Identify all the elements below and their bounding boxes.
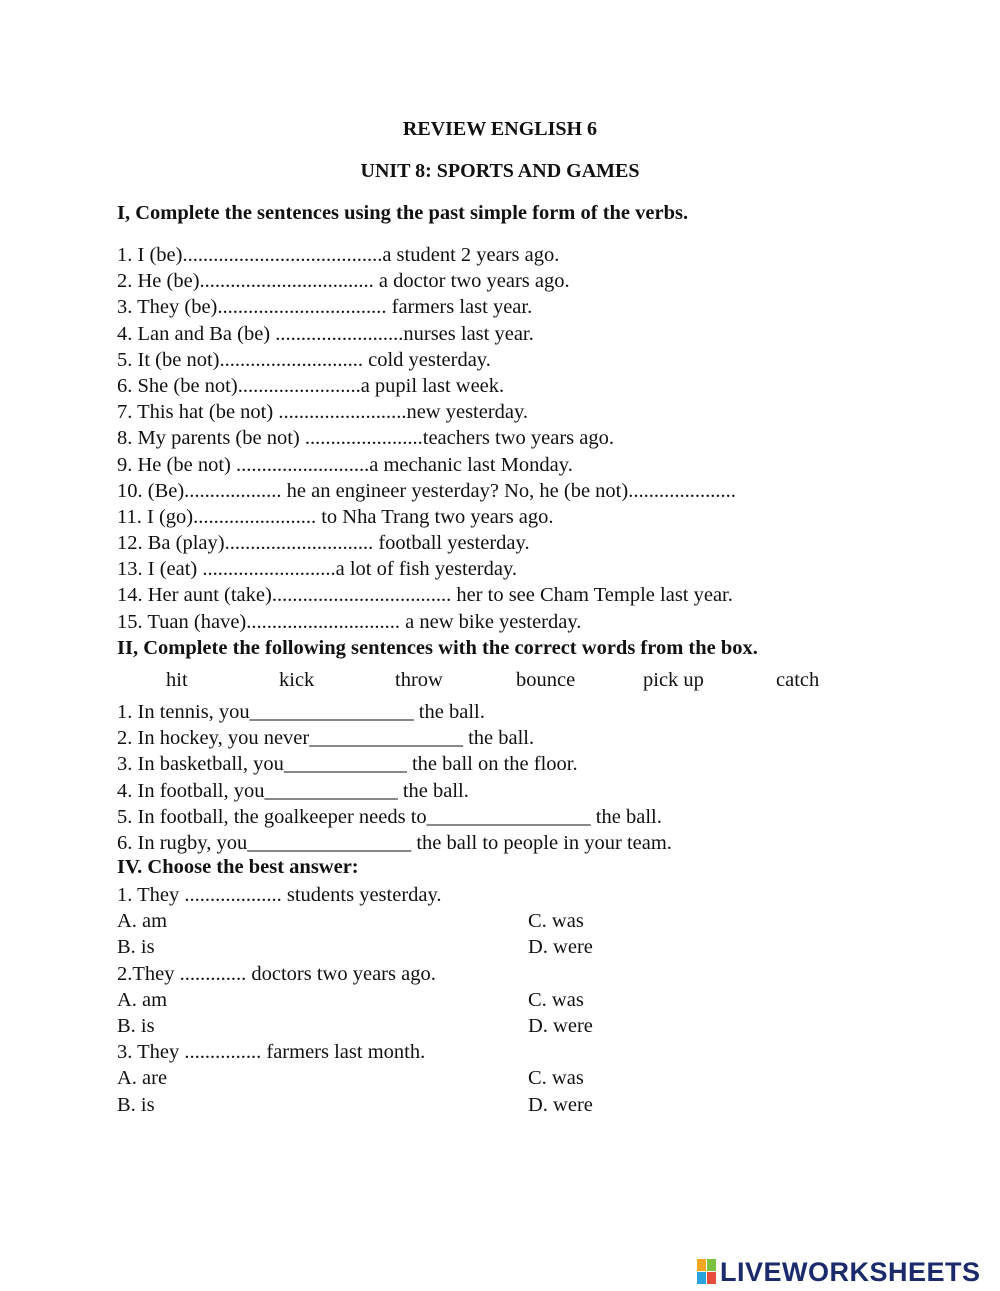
option-row — [117, 1013, 817, 1039]
option-row — [117, 987, 817, 1013]
exercise-item: 9. He (be not) ..........................a mechanic last Monday. — [117, 453, 573, 476]
answer-option: B. is — [117, 1014, 155, 1037]
section-2-heading: II, Complete the following sentences with the correct words from the box. — [117, 637, 758, 659]
answer-option: B. is — [117, 1093, 155, 1116]
word-box-item: hit — [166, 669, 188, 691]
exercise-item: 10. (Be)................... he an engineer yesterday? No, he (be not)..................... — [117, 479, 736, 502]
exercise-item: 12. Ba (play)............................. football yesterday. — [117, 532, 530, 555]
word-box-item: pick up — [643, 669, 704, 691]
section-1-heading: I, Complete the sentences using the past simple form of the verbs. — [117, 202, 689, 224]
option-row — [117, 934, 817, 960]
exercise-item: 13. I (eat) ..........................a lot of fish yesterday. — [117, 558, 518, 581]
word-box — [117, 667, 897, 693]
question-text: 3. They ............... farmers last month. — [117, 1041, 426, 1064]
exercise-item: 6. She (be not)........................a pupil last week. — [117, 374, 505, 397]
answer-option: A. are — [117, 1067, 168, 1090]
exercise-item: 5. In football, the goalkeeper needs to________________ the ball. — [117, 805, 662, 828]
section-4-heading: IV. Choose the best answer: — [117, 856, 359, 878]
exercise-item: 11. I (go)........................ to Nha Trang two years ago. — [117, 505, 554, 528]
section-1-list — [117, 242, 736, 635]
section-2-list — [117, 699, 672, 856]
exercise-item: 3. In basketball, you____________ the ball on the floor. — [117, 753, 578, 776]
answer-option: A. am — [117, 988, 168, 1011]
exercise-item: 15. Tuan (have).............................. a new bike yesterday. — [117, 610, 582, 633]
word-box-item: catch — [776, 669, 820, 691]
answer-option: C. was — [528, 910, 584, 933]
logo-brand-text: LIVEWORKSHEETS — [720, 1256, 981, 1287]
exercise-item: 6. In rugby, you________________ the ball to people in your team. — [117, 831, 672, 854]
exercise-item: 2. In hockey, you never_______________ the ball. — [117, 727, 535, 750]
unit-title: UNIT 8: SPORTS AND GAMES — [360, 160, 640, 182]
question-text: 2.They ............. doctors two years ago. — [117, 962, 436, 985]
liveworksheets-logo[interactable] — [697, 1256, 981, 1288]
liveworksheets-logo-icon — [697, 1259, 717, 1285]
exercise-item: 7. This hat (be not) .........................new yesterday. — [117, 401, 529, 424]
exercise-item: 1. In tennis, you________________ the ball. — [117, 701, 485, 723]
word-box-item: throw — [395, 669, 443, 691]
exercise-item: 14. Her aunt (take)................................... her to see Cham Temple last year. — [117, 584, 733, 607]
answer-option: D. were — [528, 1093, 593, 1116]
exercise-item: 3. They (be)................................. farmers last year. — [117, 296, 533, 319]
option-row — [117, 1092, 817, 1118]
answer-option: B. is — [117, 936, 155, 959]
exercise-item: 2. He (be).................................. a doctor two years ago. — [117, 270, 570, 293]
answer-option: C. was — [528, 1067, 584, 1090]
answer-option: D. were — [528, 1014, 593, 1037]
multiple-choice-block — [117, 882, 817, 1118]
exercise-item: 8. My parents (be not) .......................teachers two years ago. — [117, 427, 614, 450]
exercise-item: 4. In football, you_____________ the ball. — [117, 779, 469, 802]
question-text: 1. They ................... students yesterday. — [117, 884, 442, 906]
word-box-item: bounce — [516, 669, 576, 691]
exercise-item: 1. I (be).......................................a student 2 years ago. — [117, 244, 560, 266]
worksheet-title: REVIEW ENGLISH 6 — [402, 118, 598, 140]
exercise-item: 4. Lan and Ba (be) .........................nurses last year. — [117, 322, 534, 345]
answer-option: C. was — [528, 988, 584, 1011]
option-row — [117, 908, 817, 934]
option-row — [117, 1065, 817, 1091]
answer-option: A. am — [117, 910, 168, 933]
exercise-item: 5. It (be not)............................ cold yesterday. — [117, 348, 491, 371]
word-box-item: kick — [279, 669, 315, 691]
answer-option: D. were — [528, 936, 593, 959]
